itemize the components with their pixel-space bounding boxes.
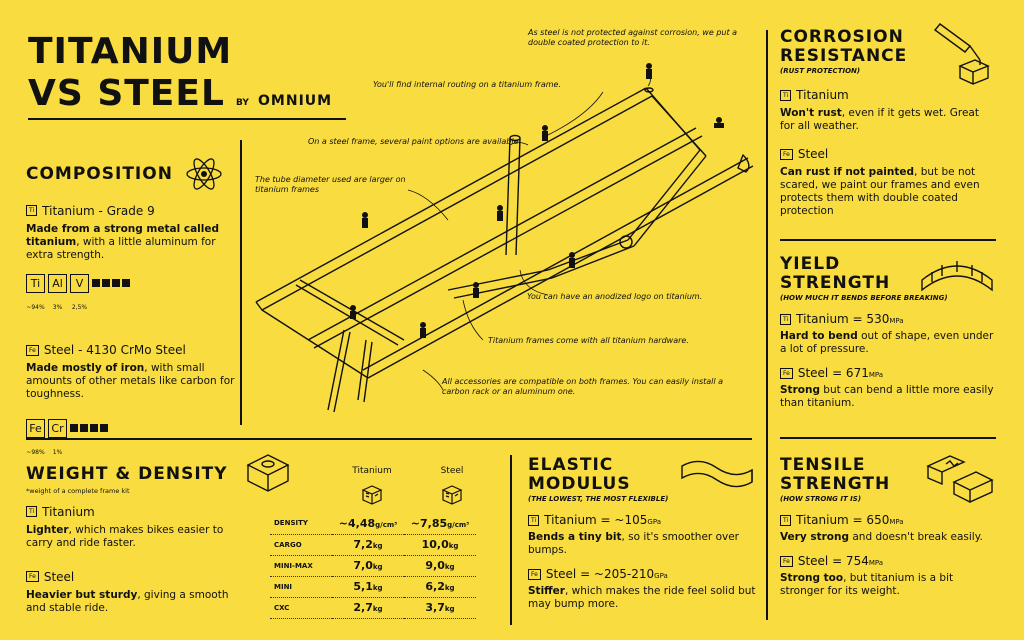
table-row: CXC 2,7kg 3,7kg [270,597,476,618]
col-header-steel: Steel [440,466,464,476]
yield-heading-2: STRENGTH [780,272,891,293]
divider-left [240,140,242,425]
ti-tag: Ti [26,205,37,216]
fe-tag: Fe [780,368,793,379]
title-line1: TITANIUM [28,31,233,72]
yield-section: YIELD STRENGTH (HOW MUCH IT BENDS BEFORE BREAKING) Ti Titanium = 530MPa Hard to bend out of shape, even under a lot of pressure. Fe Steel = 671MPa Strong but can bend a little more easily than titanium. [780,255,996,410]
tensile-fe-name: Steel = 754 [797,554,869,569]
tensile-ti-desc: Very strong and doesn't break easily. [780,531,983,544]
weight-section [26,465,246,615]
weight-fe-name: Steel [43,569,75,584]
tensile-heading-2: STRENGTH [780,473,891,494]
fe-tag: Fe [780,556,793,567]
tensile-sub: (HOW STRONG IT IS) [780,495,862,504]
weight-heading: WEIGHT & DENSITY [26,464,228,484]
table-row: MINI 5,1kg 6,2kg [270,576,476,597]
ti-tag: Ti [780,314,791,325]
flex-bar-icon [680,456,754,496]
pct-v: 2,5% [71,303,88,311]
annotation-corrosion: As steel is not protected against corrosion, we put a double coated protection to it. [528,28,738,47]
annotation-tube-diameter: The tube diameter used are larger on titanium frames [255,175,406,194]
annotation-internal-routing: You'll find internal routing on a titanium frame. [373,80,562,89]
col-header-titanium: Titanium [352,466,392,476]
corrosion-ti-desc: Won't rust, even if it gets wet. Great for all weather. [780,107,979,133]
elastic-ti-desc: Bends a tiny bit, so it's smoother over bumps. [528,531,739,557]
ti-tag: Ti [26,506,37,517]
composition-section [26,155,241,458]
divider-bottom [510,455,512,625]
elastic-section: ELASTIC MODULUS (THE LOWEST, THE MOST FLEXIBLE) Ti Titanium = ~105GPa Bends a tiny bit, so it's smoother over bumps. Fe Steel = ~205-210GPa Stiffer, which makes the ride feel solid but may bump more. [528,456,760,611]
table-row: MINI-MAX 7,0kg 9,0kg [270,555,476,576]
title-by: BY [236,98,249,108]
elastic-fe-name: Steel = ~205-210 [545,567,655,582]
atom-icon [185,155,223,193]
ti-tag: Ti [780,90,791,101]
broken-bar-icon [924,452,996,504]
fe-tag: Fe [780,149,793,160]
element-v: V [70,274,89,293]
ti-tag: Ti [528,515,539,526]
weight-ti-name: Titanium [42,504,95,519]
elastic-sub: (THE LOWEST, THE MOST FLEXIBLE) [528,495,669,504]
weight-table [270,466,492,619]
elastic-heading-2: MODULUS [528,473,631,494]
fe-tag: Fe [528,569,541,580]
titanium-element-boxes [26,272,241,293]
bike-frame-diagram [248,40,758,430]
titanium-cube-icon [361,484,383,506]
tensile-fe-desc: Strong too, but titanium is a bit stronger for its weight. [780,572,954,598]
fe-tag: Fe [26,571,39,582]
elastic-ti-name: Titanium = ~105 [544,513,648,528]
steel-cube-icon [441,484,463,506]
ti-tag: Ti [780,515,791,526]
table-row: DENSITY ~4,48g/cm³ ~7,85g/cm³ [270,513,476,534]
yield-heading-1: YIELD [780,254,841,274]
title-line2: VS STEEL [28,73,225,114]
table-row: CARGO 7,2kg 10,0kg [270,534,476,555]
divider-middle [26,438,752,440]
pct-fe: ~98% [26,449,45,456]
element-ti: Ti [26,274,45,293]
corrosion-fe-desc: Can rust if not painted, but be not scared, we paint our frames and even protects them with double coated protection [780,166,980,218]
elastic-fe-desc: Stiffer, which makes the ride feel solid but may bump more. [528,585,756,611]
element-al: Al [48,274,67,293]
divider-right-1 [780,239,996,241]
corrosion-ti-name: Titanium [796,88,849,103]
annotation-anodized-logo: You can have an anodized logo on titanium. [527,292,703,301]
divider-right-2 [780,437,996,439]
steel-element-boxes [26,417,241,438]
weight-sub: *weight of a complete frame kit [26,486,130,495]
yield-ti-name: Titanium = 530 [796,312,890,327]
elastic-heading-1: ELASTIC [528,455,614,475]
oil-can-icon [930,16,990,86]
tensile-section: TENSILE STRENGTH (HOW STRONG IT IS) Ti Titanium = 650MPa Very strong and doesn't break easily. Fe Steel = 754MPa Strong too, but titanium is a bit stronger for its weight. [780,456,996,598]
brand-logo: OMNIUM [258,93,333,109]
pct-al: 3% [52,303,63,311]
bent-bar-icon [920,250,994,296]
yield-fe-name: Steel = 671 [797,366,869,381]
tensile-ti-name: Titanium = 650 [796,513,890,528]
yield-sub: (HOW MUCH IT BENDS BEFORE BREAKING) [780,294,948,303]
titanium-grade-label: Titanium - Grade 9 [42,203,155,218]
titanium-composition-desc: Made from a strong metal called titanium, with a little aluminum for extra strength. [26,222,219,261]
corrosion-heading-2: RESISTANCE [780,45,908,66]
divider-right [766,30,768,620]
pct-cr: 1% [52,449,63,456]
yield-ti-desc: Hard to bend out of shape, even under a lot of pressure. [780,330,994,356]
annotation-paint-options: On a steel frame, several paint options are available. [308,137,522,146]
steel-grade-label: Steel - 4130 CrMo Steel [43,343,186,357]
corrosion-heading-1: CORROSION [780,27,904,47]
element-fe: Fe [26,419,45,438]
steel-composition-desc: Made mostly of iron, with small amounts of other metals like carbon for toughness. [26,362,235,400]
pct-ti: ~94% [26,303,45,311]
tensile-heading-1: TENSILE [780,455,866,475]
composition-heading: COMPOSITION [26,163,173,184]
weight-data-table [270,513,476,619]
corrosion-fe-name: Steel [797,147,829,162]
corrosion-sub: (RUST PROTECTION) [780,67,861,76]
element-cr: Cr [48,419,67,438]
weight-ti-desc: Lighter, which makes bikes easier to carry and ride faster. [26,523,224,549]
annotation-accessories: All accessories are compatible on both frames. You can easily install a carbon rack or an aluminum one. [442,377,724,396]
yield-fe-desc: Strong but can bend a little more easily than titanium. [780,384,994,410]
fe-tag: Fe [26,345,39,356]
annotation-hardware: Titanium frames come with all titanium hardware. [488,336,689,345]
weight-fe-desc: Heavier but sturdy, giving a smooth and stable ride. [26,588,229,614]
